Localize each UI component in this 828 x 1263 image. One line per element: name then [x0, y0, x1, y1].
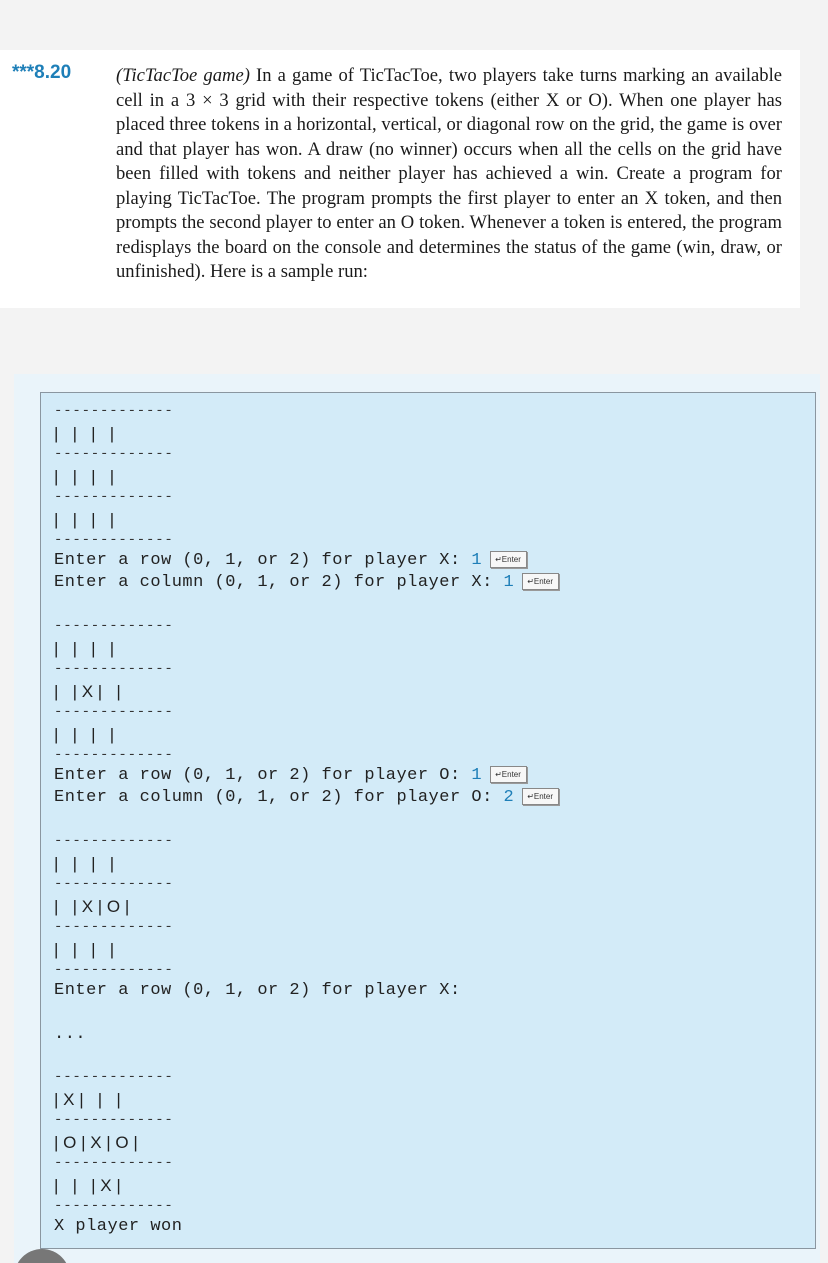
exercise-title: (TicTacToe game) [116, 65, 250, 86]
board-separator: ------------- [54, 1069, 174, 1085]
board-row: | X | | | [54, 1090, 121, 1109]
board-row: | O | X | O | [54, 1133, 138, 1152]
board-row: | | | | [54, 424, 115, 443]
board-separator: ------------- [54, 403, 174, 419]
board-row: | | | | [54, 854, 115, 873]
exercise-text-block [0, 50, 800, 308]
exercise-body: In a game of TicTacToe, two players take turns marking an available cell in a 3 × 3 grid with their respective tokens (either X or O). When one player has placed three tokens in a horizontal, vertical, or diagonal row on the grid, the game is over and that player has won. A draw (no winner) occurs when all the cells on the grid have been filled with tokens and neither player has achieved a win. Create a program for playing TicTacToe. The program prompts the first player to enter an X token, and then prompts the second player to enter an O token. Whenever a token is entered, the program redisplays the board on the console and determines the status of the game (win, draw, or unfinished). Here is a sample run: [116, 65, 782, 282]
board-row: | | | | [54, 639, 115, 658]
user-input: 1 [471, 551, 483, 570]
exercise-number: ***8.20 [12, 62, 72, 83]
board-separator: ------------- [54, 618, 174, 634]
board-row: | | | | [54, 467, 115, 486]
prompt-text: Enter a column (0, 1, or 2) for player X: [54, 573, 504, 592]
board-separator: ------------- [54, 1112, 174, 1128]
user-input: 1 [471, 766, 483, 785]
board-separator: ------------- [54, 1155, 174, 1171]
board-row: | | | X | [54, 1176, 121, 1195]
prompt-row-player-x [54, 551, 527, 570]
user-input: 1 [503, 573, 515, 592]
prompt-text: Enter a row (0, 1, or 2) for player X: [54, 551, 472, 570]
board-separator: ------------- [54, 747, 174, 763]
sample-run-panel [14, 374, 820, 1263]
prompt-text: Enter a column (0, 1, or 2) for player O: [54, 788, 504, 807]
board-row: | | X | | [54, 682, 121, 701]
board-separator: ------------- [54, 532, 174, 548]
board-row: | | | | [54, 940, 115, 959]
enter-key-icon: ↵Enter [490, 766, 527, 783]
prompt-column-player-x [54, 573, 559, 592]
board-row: | | | | [54, 725, 115, 744]
ellipsis: ... [54, 1025, 87, 1044]
board-row: | | | | [54, 510, 115, 529]
enter-key-icon: ↵Enter [490, 551, 527, 568]
board-separator: ------------- [54, 704, 174, 720]
corner-shadow [14, 1249, 70, 1263]
enter-key-icon: ↵Enter [522, 573, 559, 590]
exercise-description [116, 64, 782, 285]
prompt-row-player-x: Enter a row (0, 1, or 2) for player X: [54, 981, 461, 1000]
board-separator: ------------- [54, 876, 174, 892]
prompt-row-player-o [54, 766, 527, 785]
board-separator: ------------- [54, 1198, 174, 1214]
board-separator: ------------- [54, 661, 174, 677]
user-input: 2 [503, 788, 515, 807]
prompt-text: Enter a row (0, 1, or 2) for player O: [54, 766, 472, 785]
board-separator: ------------- [54, 962, 174, 978]
console-output [40, 392, 816, 1249]
board-separator: ------------- [54, 489, 174, 505]
game-result: X player won [54, 1217, 183, 1236]
board-separator: ------------- [54, 833, 174, 849]
board-row: | | X | O | [54, 897, 130, 916]
prompt-column-player-o [54, 788, 559, 807]
enter-key-icon: ↵Enter [522, 788, 559, 805]
board-separator: ------------- [54, 919, 174, 935]
board-separator: ------------- [54, 446, 174, 462]
